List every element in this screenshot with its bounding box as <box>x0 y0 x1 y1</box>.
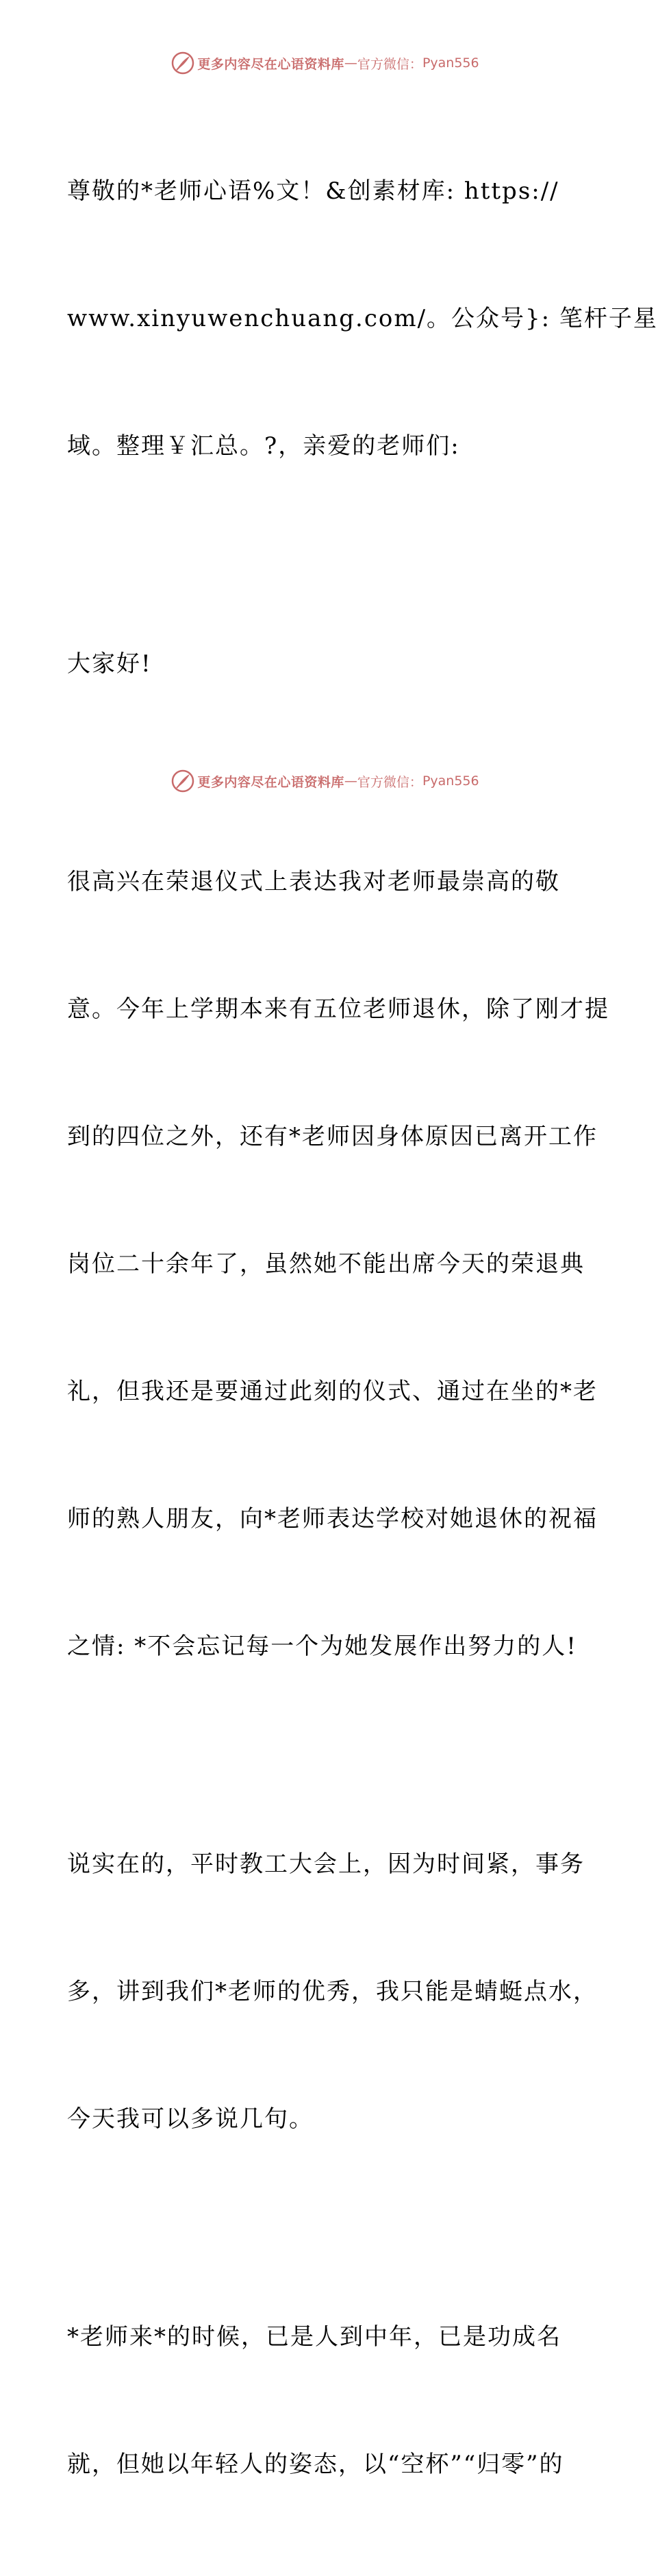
text-line: 域。整理￥汇总。?，亲爱的老师们: <box>67 432 460 460</box>
banner-wechat-id: Pyan556 <box>422 773 479 789</box>
text-line: 之情: *不会忘记每一个为她发展作出努力的人! <box>67 1633 577 1660</box>
paragraph-teacher-arrival <box>67 2231 587 2571</box>
banner-separator: — <box>344 773 357 789</box>
text-line: 多，讲到我们*老师的优秀，我只能是蜻蜓点水， <box>67 1978 598 2005</box>
document-body <box>67 85 658 2576</box>
text-line: 大家好! <box>67 650 152 678</box>
text-line: 尊敬的*老师心语%文！&创素材库: https:// <box>67 177 559 205</box>
text-line: 说实在的，平时教工大会上，因为时间紧，事务 <box>67 1850 585 1878</box>
text-line: 意。今年上学期本来有五位老师退休，除了刚才提 <box>67 995 609 1023</box>
quill-pen-logo-icon <box>171 769 194 793</box>
banner-separator: — <box>344 55 357 71</box>
quill-pen-logo-icon <box>171 51 194 75</box>
text-line: 就，但她以年轻人的姿态，以“空杯”“归零”的 <box>67 2451 564 2478</box>
paragraph-hello <box>67 558 587 770</box>
text-line: 岗位二十余年了，虽然她不能出席今天的荣退典 <box>67 1250 585 1278</box>
text-line: 今天我可以多说几句。 <box>67 2105 314 2133</box>
banner-main-text: 更多内容尽在心语资料库 <box>197 774 344 790</box>
paragraph-greeting <box>67 85 658 552</box>
text-line: 礼，但我还是要通过此刻的仪式、通过在坐的*老 <box>67 1378 598 1405</box>
banner-wechat-label: 官方微信： <box>357 56 422 72</box>
text-line: www.xinyuwenchuang.com/。公众号}: 笔杆子星 <box>67 305 658 332</box>
text-line: 师的熟人朋友，向*老师表达学校对她退休的祝福 <box>67 1505 598 1533</box>
text-line: *老师来*的时候，已是人到中年，已是功成名 <box>67 2323 561 2351</box>
banner-wechat-label: 官方微信： <box>357 774 422 790</box>
paragraph-honestly <box>67 1758 598 2225</box>
header-banner <box>0 48 650 78</box>
text-line: 很高兴在荣退仪式上表达我对老师最崇高的敬 <box>67 868 560 895</box>
footer-banner <box>0 766 650 796</box>
paragraph-retirement <box>67 776 609 1753</box>
banner-wechat-id: Pyan556 <box>422 55 479 71</box>
banner-main-text: 更多内容尽在心语资料库 <box>197 56 344 72</box>
text-line: 到的四位之外，还有*老师因身体原因已离开工作 <box>67 1123 598 1150</box>
